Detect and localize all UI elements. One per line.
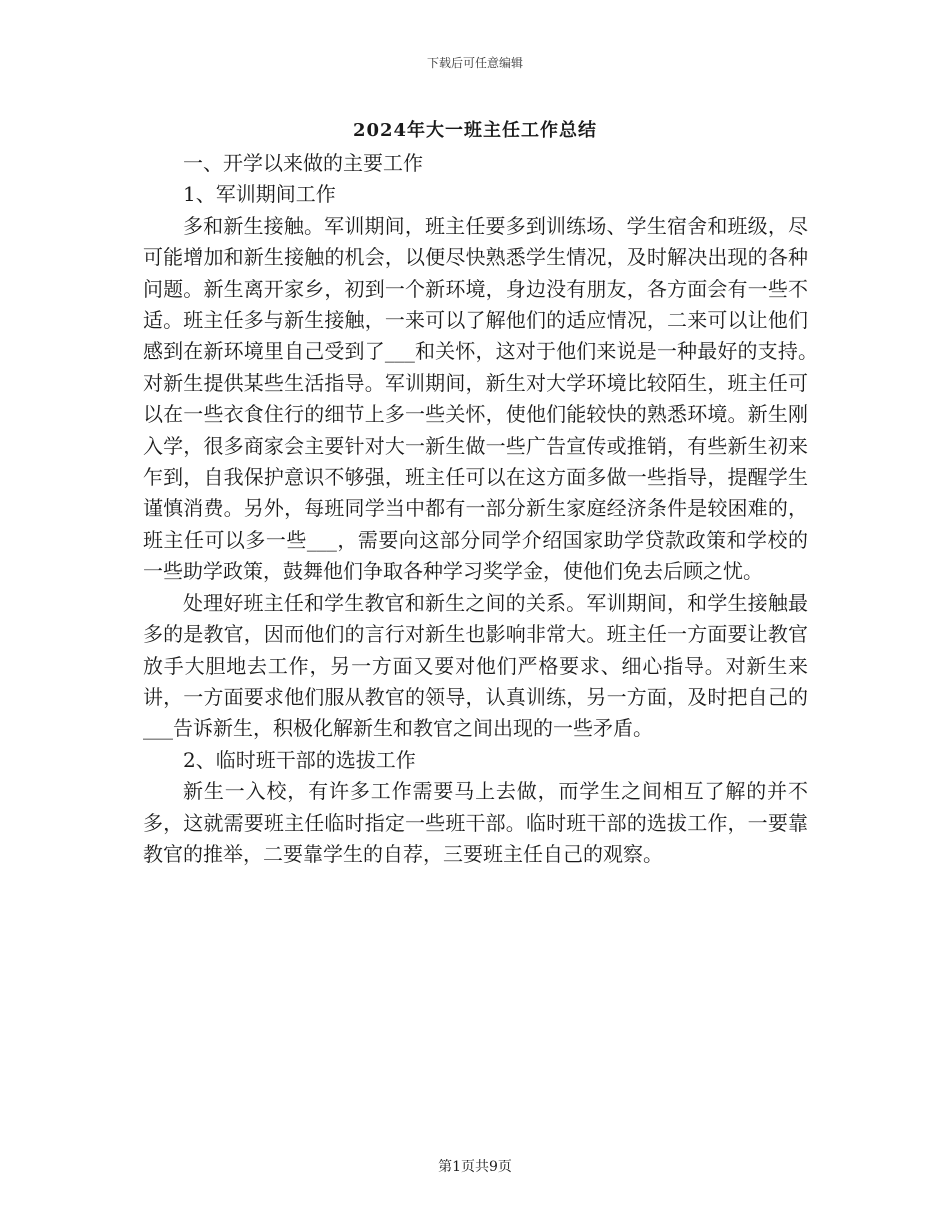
page-number: 第1页共9页 bbox=[438, 1159, 512, 1175]
section-heading: 一、开学以来做的主要工作 bbox=[183, 151, 423, 175]
document-title: 2024年大一班主任工作总结 bbox=[352, 120, 598, 141]
body-paragraph: 处理好班主任和学生教官和新生之间的关系。军训期间，和学生接触最多的是教官，因而他们的言行对新生也影响非常大。班主任一方面要让教官放手大胆地去工作，另一方面又要对他们严格要求、细心指导。对新生来讲，一方面要求他们服从教官的领导，认真训练，另一方面，及时把自己的___告诉新生，积极化解新生和教官之间出现的一些矛盾。 bbox=[143, 590, 808, 741]
subsection-heading: 1、军训期间工作 bbox=[183, 182, 336, 207]
subsection-heading: 2、临时班干部的选拔工作 bbox=[183, 747, 416, 772]
body-paragraph: 新生一入校，有许多工作需要马上去做，而学生之间相互了解的并不多，这就需要班主任临时指定一些班干部。临时班干部的选拔工作，一要靠教官的推举，二要靠学生的自荐，三要班主任自己的观察。 bbox=[143, 779, 808, 866]
document-body bbox=[143, 148, 828, 870]
page-header: 下载后可任意编辑 bbox=[426, 56, 523, 70]
body-paragraph: 多和新生接触。军训期间，班主任要多到训练场、学生宿舍和班级，尽可能增加和新生接触的机会，以便尽快熟悉学生情况，及时解决出现的各种问题。新生离开家乡，初到一个新环境，身边没有朋友，各方面会有一些不适。班主任多与新生接触，一来可以了解他们的适应情况，二来可以让他们感到在新环境里自己受到了___和关怀，这对于他们来说是一种最好的支持。 对新生提供某些生活指导。军训期间，新生对大学环境比较陌生，班主任可以在一些衣食住行的细节上多一些关怀，使他们能较快的熟悉环境。新生刚入学，很多商家会主要针对大一新生做一些广告宣传或推销，有些新生初来乍到，自我保护意识不够强，班主任可以在这方面多做一些指导，提醒学生谨慎消费。另外，每班同学当中都有一部分新生家庭经济条件是较困难的，班主任可以多一些___，需要向这部分同学介绍国家助学贷款政策和学校的一些助学政策，鼓舞他们争取各种学习奖学金，使他们免去后顾之忧。 bbox=[143, 213, 828, 584]
